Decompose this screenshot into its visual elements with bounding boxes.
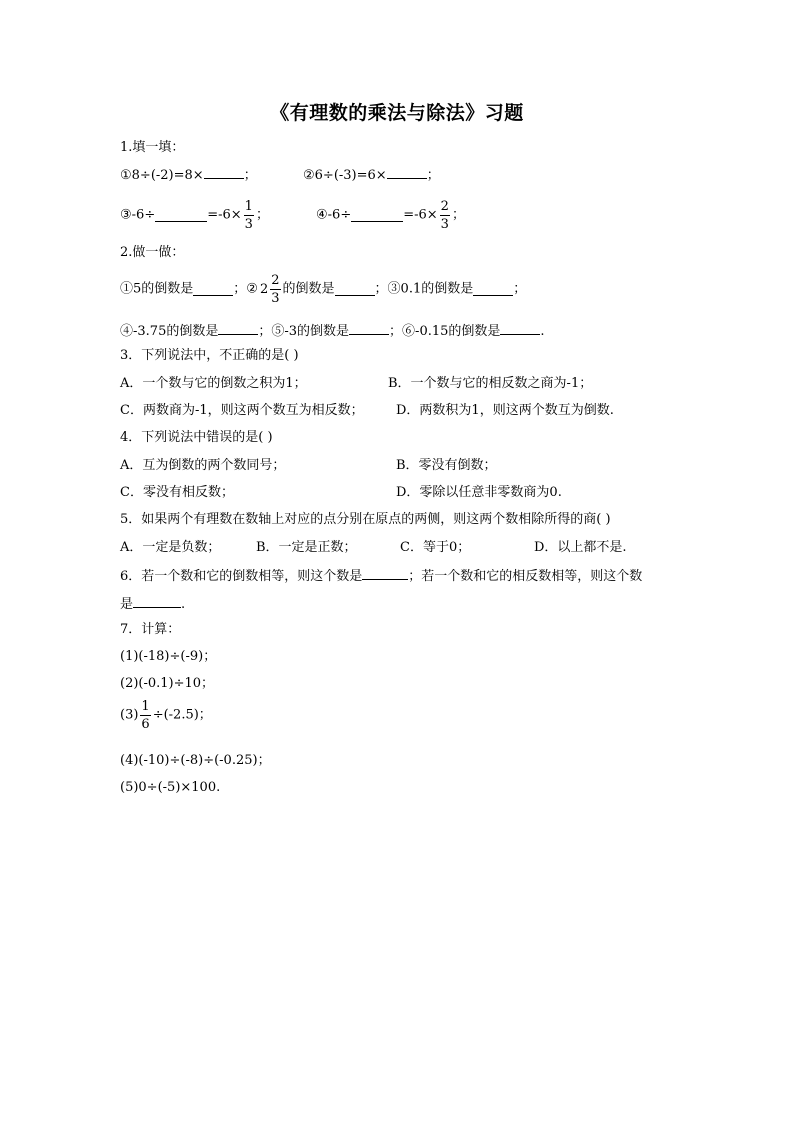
q1-c-end: ； [255,207,269,223]
q1-c-num: 1 [244,199,253,214]
q1-row-ab [120,166,440,184]
q5-option-a: A．一定是负数； [120,540,221,555]
q1-a-end: ； [243,168,257,183]
q1-a-text: ①8÷(-2)=8× [120,168,204,183]
q6-text-4: . [181,597,186,612]
q1-b [303,166,440,184]
q7-item-5: (5)0÷(-5)×100. [120,780,221,795]
q1-d-text: ④-6÷ [316,207,352,223]
q2-b-den: 3 [271,291,280,306]
q6-blank-2[interactable] [133,595,181,608]
q2-f-end: . [540,324,545,339]
q2-f-blank[interactable] [500,322,540,335]
q2-a-blank[interactable] [193,283,233,296]
q2-d-blank[interactable] [218,322,258,335]
q2-a-end: ； [233,281,247,297]
page-title: 《有理数的乘法与除法》习题 [270,102,524,124]
q3-option-c: C．两数商为-1，则这两个数互为相反数； [120,403,364,418]
q1-b-end: ； [426,168,440,183]
q4-option-b: B．零没有倒数； [396,458,497,473]
q3-option-d: D．两数积为1，则这两个数互为倒数. [396,403,614,418]
q2-row-abc [120,274,526,310]
q1-d-end: ； [451,207,465,223]
q1-row-cd [120,199,465,236]
q1-heading: 1.填一填： [120,140,185,155]
q4-option-c: C．零没有相反数； [120,485,234,500]
q2-a-text: ①5的倒数是 [120,281,194,297]
q6-text-1: 6．若一个数和它的倒数相等，则这个数是 [120,569,363,584]
q2-c-blank[interactable] [473,283,513,296]
q2-row-def [120,322,545,340]
q2-b-text: 的倒数是 [282,281,335,297]
q6-blank-1[interactable] [362,567,408,580]
q3-row-ab [120,376,593,392]
q1-d-blank[interactable] [351,209,403,222]
q7-item-3-label: (3) [120,707,139,723]
q7-item-3-den: 6 [141,717,150,732]
q3-row-cd [120,403,614,419]
q1-c-text: ③-6÷ [120,207,156,223]
q2-heading: 2.做一做： [120,245,185,260]
q1-d-den: 3 [440,217,449,232]
q2-b-num: 2 [271,273,280,288]
q3-option-b: B．一个数与它的相反数之商为-1； [388,376,593,391]
q2-e-end: ； [389,324,403,339]
q7-item-3-num: 1 [141,699,150,714]
q5-options [120,540,627,556]
q7-item-4: (4)(-10)÷(-8)÷(-0.25)； [120,753,271,768]
q1-a-blank[interactable] [204,166,244,179]
q1-c-den: 3 [244,217,253,232]
q4-option-a: A．互为倒数的两个数同号； [120,458,286,473]
q1-b-text: ②6÷(-3)=6× [303,168,387,183]
q7-heading: 7．计算： [120,622,181,637]
q2-d-text: ④-3.75的倒数是 [120,324,219,339]
q1-d [316,200,465,231]
q1-d-fraction [440,200,450,231]
q1-d-mid: =-6× [403,207,438,223]
q2-b-whole: 2 [259,281,269,297]
q2-b-fraction [270,274,280,305]
q7-item-3-text: ÷(-2.5)； [152,707,212,723]
q1-c-mid: =-6× [207,207,242,223]
q7-item-2: (2)(-0.1)÷10； [120,676,215,691]
q6-text-3: 是 [120,597,134,612]
q3-stem: 3．下列说法中，不正确的是( ) [120,348,299,363]
q2-b-marker: ② [246,281,258,297]
q3-option-a: A．一个数与它的倒数之积为1； [120,376,307,391]
q2-c-end: ； [513,281,527,297]
q4-option-d: D．零除以任意非零数商为0. [396,485,562,500]
q5-option-d: D．以上都不是. [534,540,627,555]
q2-f-text: ⑥-0.15的倒数是 [402,324,501,339]
q2-e-blank[interactable] [349,322,389,335]
q2-b-blank[interactable] [335,283,375,296]
q4-row-cd [120,485,562,501]
q7-item-3 [120,700,212,736]
q6-line2 [120,595,185,613]
q1-c-blank[interactable] [155,209,207,222]
q6-line1 [120,567,642,585]
q1-c-fraction [244,200,254,231]
q4-stem: 4．下列说法中错误的是( ) [120,430,273,445]
q6-text-2: ；若一个数和它的相反数相等，则这个数 [408,569,643,584]
q5-option-c: C．等于0； [400,540,471,555]
q4-row-ab [120,458,497,474]
q2-e-text: ⑤-3的倒数是 [271,324,350,339]
q5-option-b: B．一定是正数； [256,540,357,555]
q2-c-text: ③0.1的倒数是 [387,281,474,297]
q2-b-end: ； [374,281,388,297]
q7-item-1: (1)(-18)÷(-9)； [120,649,217,664]
q7-item-3-fraction [140,700,150,731]
q5-stem: 5．如果两个有理数在数轴上对应的点分别在原点的两侧，则这两个数相除所得的商( ) [120,512,611,527]
q1-d-num: 2 [440,199,449,214]
q2-d-end: ； [258,324,272,339]
q1-b-blank[interactable] [387,166,427,179]
